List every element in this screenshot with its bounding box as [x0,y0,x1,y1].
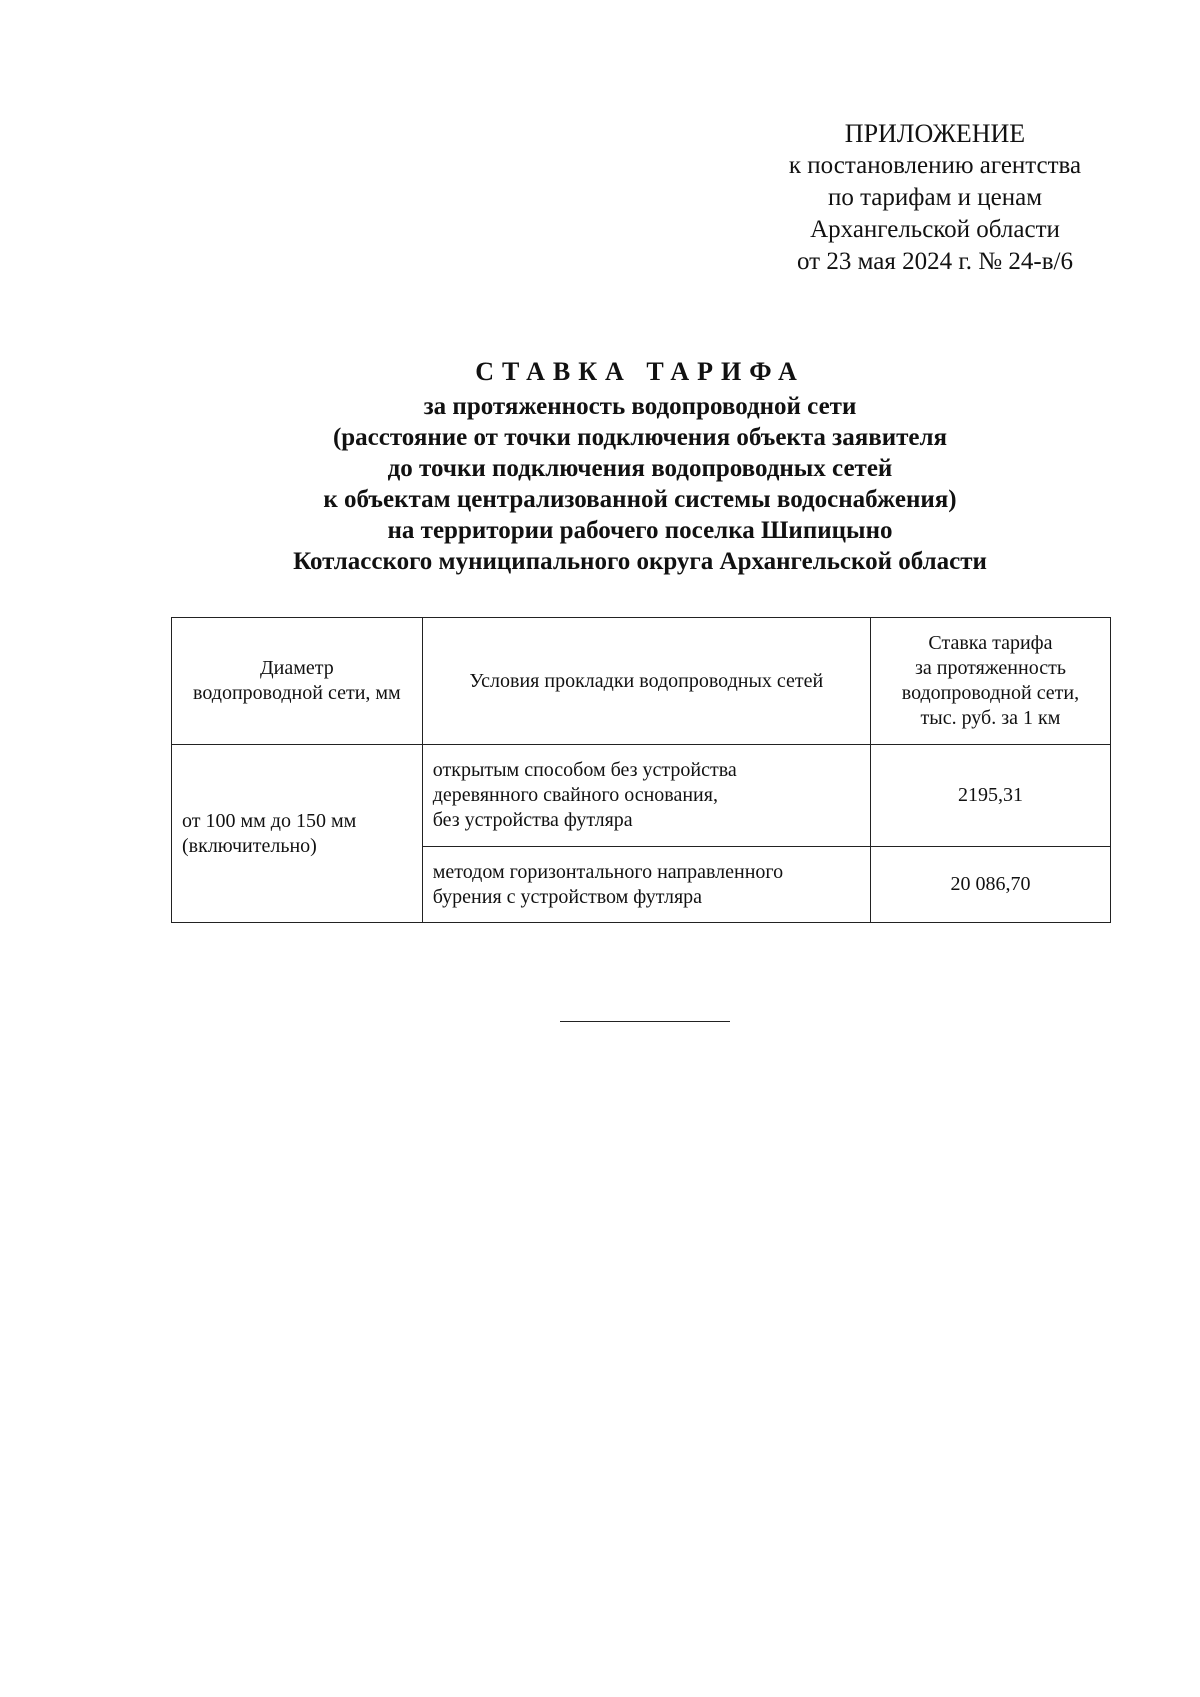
appendix-block [760,118,1110,278]
header-rate: Ставка тарифа за протяженность водопроводной сети, тыс. руб. за 1 км [870,618,1110,745]
tariff-table [171,617,1111,923]
closing-rule [560,1021,730,1022]
heading-line-5: на территории рабочего поселка Шипицыно [387,517,893,544]
appendix-date-number: от 23 мая 2024 г. № 24-в/6 [797,248,1073,275]
document-heading [150,356,1130,577]
document-title: СТАВКА ТАРИФА [475,357,805,386]
appendix-line-3: Архангельской области [810,216,1060,243]
heading-line-2: (расстояние от точки подключения объекта заявителя [332,424,948,451]
header-diameter: Диаметр водопроводной сети, мм [172,618,423,745]
appendix-line-1: к постановлению агентства [788,152,1082,179]
table-header-row [172,618,1111,745]
heading-line-3: до точки подключения водопроводных сетей [387,455,893,482]
rate-cell: 2195,31 [870,745,1110,847]
rate-cell: 20 086,70 [870,847,1110,923]
header-conditions: Условия прокладки водопроводных сетей [422,618,870,745]
appendix-line-2: по тарифам и ценам [827,184,1043,211]
heading-line-6: Котласского муниципального округа Архангельской области [293,548,987,575]
conditions-cell: открытым способом без устройства деревянного свайного основания, без устройства футляра [422,745,870,847]
heading-line-1: за протяженность водопроводной сети [423,393,857,420]
table-row [172,745,1111,847]
appendix-title: ПРИЛОЖЕНИЕ [844,119,1026,148]
heading-line-4: к объектам централизованной системы водоснабжения) [323,486,957,513]
diameter-cell: от 100 мм до 150 мм (включительно) [172,745,423,923]
conditions-cell: методом горизонтального направленного бурения с устройством футляра [422,847,870,923]
